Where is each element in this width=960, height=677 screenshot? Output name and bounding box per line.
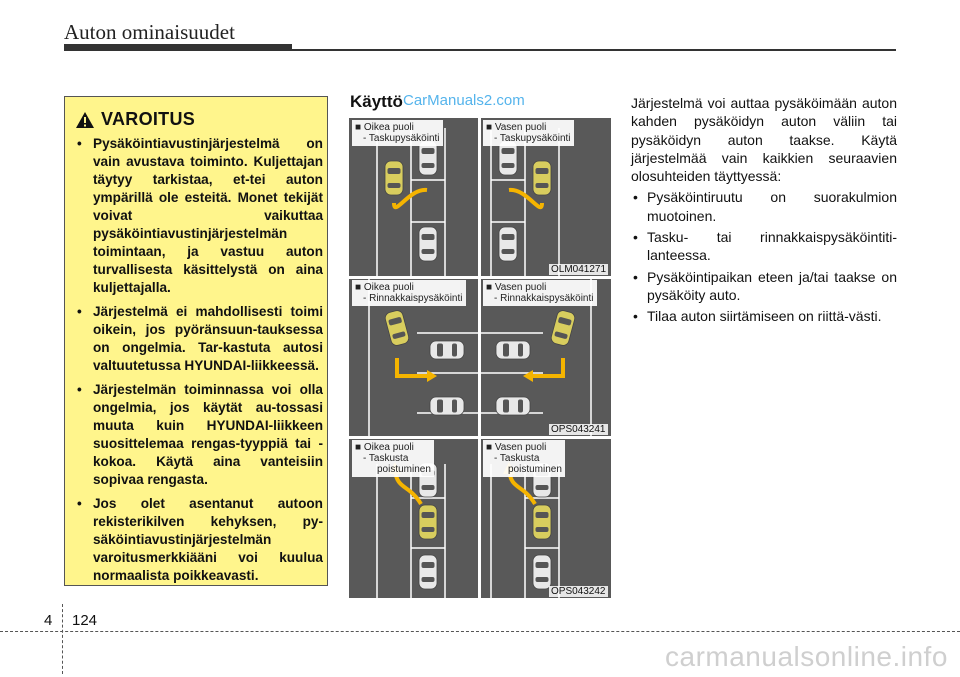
intro-paragraph: Järjestelmä voi auttaa pysäköimään auton kahden pysäköidyn auton väliin tai pysäköidyn auton taakse. Käytä järjestelmää vain kaikkien seuraavien olosuhteiden täyttyessä:: [631, 95, 897, 185]
label-r3-left: ■ Oikea puoli - Taskusta poistuminen: [352, 440, 434, 477]
label-r1-right: ■ Vasen puoli - Taskupysäköinti: [483, 120, 574, 146]
parking-diagram-graphic: [349, 118, 611, 598]
condition-item: • Pysäköintiruutu on suorakulmion muotoinen.: [631, 188, 897, 225]
warning-triangle-icon: [75, 111, 95, 129]
section-title: Käyttö: [350, 92, 403, 111]
chapter-number: 4: [44, 612, 53, 629]
warning-box: [64, 96, 328, 586]
condition-item: • Tilaa auton siirtämiseen on riittä-västi.: [631, 307, 897, 325]
scene-r1-right: [491, 128, 559, 276]
warning-list: [75, 135, 323, 591]
warning-title: VAROITUS: [101, 109, 196, 129]
figure-code-r1: OLM041271: [551, 264, 607, 275]
parking-diagram: [349, 118, 611, 598]
header-rule-thin: [292, 49, 896, 51]
warning-item: • Pysäköintiavustinjärjestelmä on vain avustava toiminto. Kuljettajan täytyy tarkistaa, et-tei auton ympärillä ole esteitä. Monet tekijät voivat vaikuttaa pysäköintiavustinjärjestelmän toimintaan, ja vastuu auton turvallisesta käsittelystä on aina kuljettajalla.: [75, 135, 323, 297]
figure-code-r2: OPS043241: [551, 424, 606, 435]
page-header-title: Auton ominaisuudet: [64, 20, 235, 44]
scene-r3-right: [491, 462, 559, 598]
condition-item: • Pysäköintipaikan eteen ja/tai taakse on pysäköity auto.: [631, 268, 897, 305]
scene-r1-left: [377, 128, 445, 276]
site-watermark: carmanualsonline.info: [665, 641, 948, 672]
footer-rule: [0, 631, 960, 632]
conditions-list: [631, 188, 897, 325]
figure-code-r3: OPS043242: [551, 586, 606, 597]
warning-item: • Järjestelmän toiminnassa voi olla ongelmia, jos käytät au-tossasi muuta kuin HYUNDAI-liikkeen suosittelemaa rengas-tyyppiä tai -kokoa. Käytä aina vanteisiin sopivaa rengasta.: [75, 381, 323, 489]
watermark: CarManuals2.com: [403, 92, 525, 109]
header-rule-thick: [64, 44, 292, 51]
label-r3-right: ■ Vasen puoli - Taskusta poistuminen: [483, 440, 565, 477]
warning-item: • Jos olet asentanut autoon rekisterikilven kehyksen, py-säköintiavustinjärjestelmän varoitusmerkkiääni voi kuulua normaalista poikkeavasti.: [75, 495, 323, 585]
warning-item: • Järjestelmä ei mahdollisesti toimi oikein, jos pyöränsuun-tauksessa on ongelmia. Tar-kastuta autosi valtuutetussa HYUNDAI-liikkeessä.: [75, 303, 323, 375]
body-text: [631, 94, 897, 329]
label-r1-left: ■ Oikea puoli - Taskupysäköinti: [352, 120, 443, 146]
page-number: 124: [72, 612, 98, 629]
warning-heading: [75, 109, 195, 130]
scene-r3-left: [377, 462, 445, 598]
condition-item: • Tasku- tai rinnakkaispysäköintiti-lanteessa.: [631, 228, 897, 265]
label-r2-right: ■ Vasen puoli - Rinnakkaispysäköinti: [483, 280, 597, 306]
label-r2-left: ■ Oikea puoli - Rinnakkaispysäköinti: [352, 280, 466, 306]
footer-divider: [62, 604, 63, 674]
